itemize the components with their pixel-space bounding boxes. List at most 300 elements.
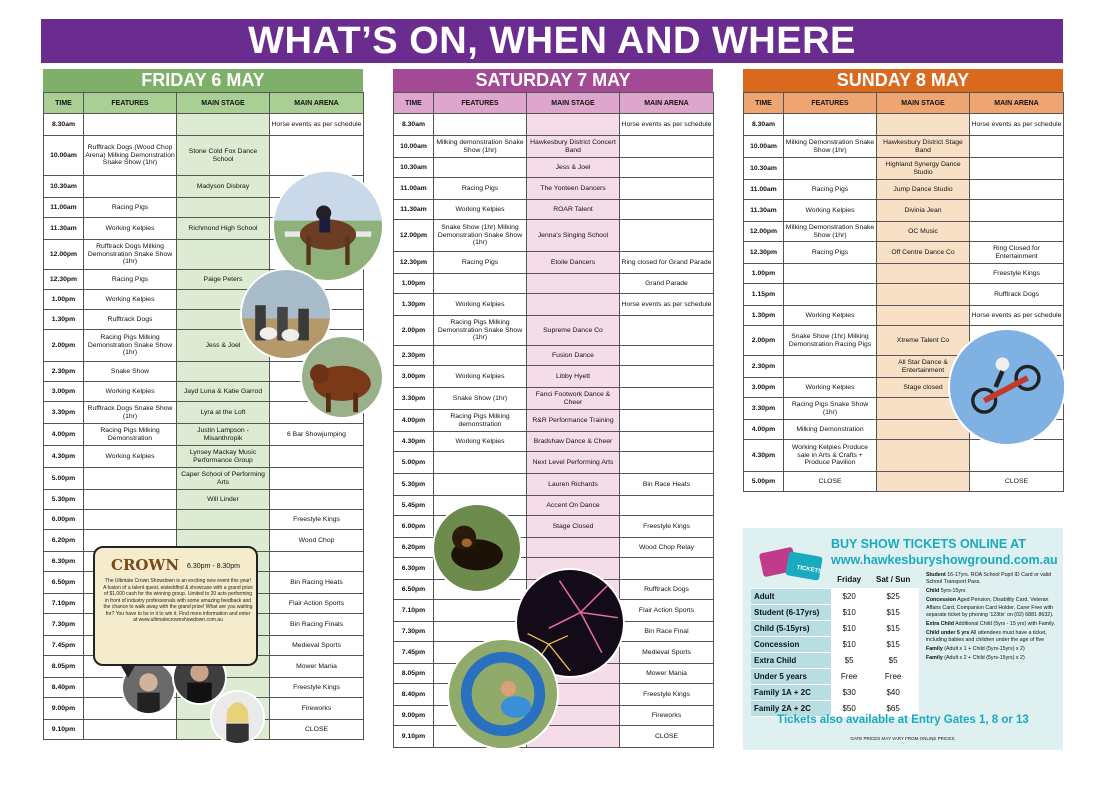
main-arena-cell <box>620 452 714 474</box>
price-row <box>751 684 919 700</box>
main-stage-cell: Hawkesbury District Concert Band <box>527 136 620 158</box>
main-arena-cell: Rufftrack Dogs <box>620 580 714 600</box>
price-weekend: $25 <box>867 588 919 604</box>
price-label: Family 1A + 2C <box>751 684 831 700</box>
features-cell <box>784 284 877 306</box>
features-cell: Working Kelpies <box>434 294 527 316</box>
time-cell: 7.30pm <box>394 622 434 642</box>
time-cell: 11.00am <box>44 198 84 218</box>
main-arena-cell <box>970 180 1064 200</box>
schedule-row <box>394 274 714 294</box>
main-arena-cell: Freestyle Kings <box>270 678 364 698</box>
main-stage-cell <box>177 510 270 530</box>
ticket-note-label: Student <box>926 572 946 578</box>
main-stage-cell: Fanci Footwork Dance & Cheer <box>527 388 620 410</box>
schedule-row <box>44 510 364 530</box>
time-cell: 10.30am <box>394 158 434 178</box>
main-arena-cell <box>620 158 714 178</box>
time-cell: 10.30am <box>744 158 784 180</box>
features-cell: Working Kelpies <box>434 432 527 452</box>
crown-showdown-times: 6.30pm - 8.30pm <box>187 563 240 570</box>
main-arena-cell: Bin Race Heats <box>620 474 714 496</box>
main-stage-cell: Bradshaw Dance & Cheer <box>527 432 620 452</box>
time-cell: 4.00pm <box>744 420 784 440</box>
price-row <box>751 588 919 604</box>
features-cell: Racing Pigs <box>434 252 527 274</box>
price-col-friday: Friday <box>831 572 867 588</box>
main-stage-cell: Richmond High School <box>177 218 270 240</box>
features-cell <box>84 114 177 136</box>
schedule-row <box>44 720 364 740</box>
callout-tail <box>120 664 136 678</box>
time-cell: 3.00pm <box>44 382 84 402</box>
gate-price-note: GATE PRICES MAY VARY FROM ONLINE PRICES. <box>850 736 956 741</box>
features-cell: Working Kelpies <box>784 378 877 398</box>
features-cell: Racing Pigs <box>434 178 527 200</box>
features-cell: Racing Pigs <box>784 242 877 264</box>
main-stage-cell: Lyra at the Loft <box>177 402 270 424</box>
main-arena-cell <box>970 136 1064 158</box>
main-stage-cell <box>177 362 270 382</box>
features-cell <box>84 468 177 490</box>
features-cell: Working Kelpies <box>84 290 177 310</box>
price-row <box>751 652 919 668</box>
features-cell: Working Kelpies <box>84 382 177 402</box>
schedule-row <box>394 346 714 366</box>
features-cell: Rufftrack Dogs <box>84 310 177 330</box>
main-arena-cell <box>970 222 1064 242</box>
features-cell: Milking Demonstration Snake Show (1hr) <box>784 222 877 242</box>
main-stage-cell: Libby Hyett <box>527 366 620 388</box>
features-cell <box>84 176 177 198</box>
time-cell: 6.50pm <box>394 580 434 600</box>
price-weekend: $65 <box>867 700 919 716</box>
main-arena-cell: CLOSE <box>270 720 364 740</box>
schedule-row <box>744 200 1064 222</box>
ticket-note <box>926 572 1058 586</box>
main-arena-cell: Ring closed for Grand Parade <box>620 252 714 274</box>
main-arena-cell <box>620 136 714 158</box>
time-cell: 10.00am <box>394 136 434 158</box>
main-stage-cell: Stage closed <box>877 378 970 398</box>
main-stage-cell: Highland Synergy Dance Studio <box>877 158 970 180</box>
ticket-note <box>926 655 1058 662</box>
time-cell: 11.30am <box>744 200 784 222</box>
time-cell: 6.20pm <box>394 538 434 558</box>
schedule-row <box>394 452 714 474</box>
price-label: Family 2A + 2C <box>751 700 831 716</box>
time-cell: 11.30am <box>44 218 84 240</box>
main-arena-cell <box>270 552 364 572</box>
time-cell: 10.30am <box>44 176 84 198</box>
time-cell: 11.00am <box>394 178 434 200</box>
features-cell <box>434 158 527 178</box>
main-arena-cell: 6 Bar Showjumping <box>270 424 364 446</box>
features-cell: Racing Pigs Milking demonstration <box>434 410 527 432</box>
main-arena-cell: CLOSE <box>970 472 1064 492</box>
features-cell: Snake Show (1hr) <box>434 388 527 410</box>
time-cell: 12.30pm <box>394 252 434 274</box>
schedule-row <box>394 316 714 346</box>
main-arena-cell <box>620 200 714 220</box>
price-label: Student (6-17yrs) <box>751 604 831 620</box>
main-arena-cell: Horse events as per schedule <box>970 114 1064 136</box>
features-cell: Rufftrack Dogs Milking Demonstration Snake Show (1hr) <box>84 240 177 270</box>
price-friday: $30 <box>831 684 867 700</box>
schedule-row <box>744 136 1064 158</box>
main-stage-cell: Will Linder <box>177 490 270 510</box>
time-cell: 5.00pm <box>394 452 434 474</box>
schedule-row <box>44 490 364 510</box>
main-stage-cell <box>877 306 970 326</box>
schedule-row <box>44 424 364 446</box>
main-arena-cell: Wood Chop Relay <box>620 538 714 558</box>
main-stage-cell: Jess & Joel <box>527 158 620 178</box>
schedule-row <box>744 242 1064 264</box>
main-stage-cell: Fusion Dance <box>527 346 620 366</box>
time-cell: 1.15pm <box>744 284 784 306</box>
time-cell: 4.30pm <box>44 446 84 468</box>
main-arena-cell: Wood Chop <box>270 530 364 552</box>
schedule-row <box>744 284 1064 306</box>
schedule-row <box>394 410 714 432</box>
crown-showdown-callout <box>93 546 258 666</box>
schedule-row <box>744 264 1064 284</box>
features-cell: Rufftrack Dogs Snake Show (1hr) <box>84 402 177 424</box>
price-friday: $10 <box>831 604 867 620</box>
main-stage-cell: Caper School of Performing Arts <box>177 468 270 490</box>
time-cell: 8.40pm <box>44 678 84 698</box>
ticket-note-text: Aged Pension, Disability Card, Veteran Affairs Card, Companion Card Holder. Carer Free with separate ticket by phoning '123tix' on (02) 6881 8632). <box>926 597 1054 618</box>
main-stage-cell <box>527 114 620 136</box>
ticket-note <box>926 588 1058 595</box>
price-weekend: Free <box>867 668 919 684</box>
price-weekend: $15 <box>867 620 919 636</box>
features-cell: Milking Demonstration <box>784 420 877 440</box>
main-stage-cell <box>877 440 970 472</box>
schedule-row <box>394 294 714 316</box>
price-friday: Free <box>831 668 867 684</box>
schedule-row <box>394 726 714 748</box>
schedule-row <box>394 432 714 452</box>
features-cell: Racing Pigs Milking Demonstration Snake Show (1hr) <box>84 330 177 362</box>
time-cell: 2.00pm <box>744 326 784 356</box>
schedule-row <box>744 114 1064 136</box>
price-label: Concession <box>751 636 831 652</box>
col-time: TIME <box>394 93 434 114</box>
ticket-note <box>926 597 1058 618</box>
schedule-row <box>744 472 1064 492</box>
crown-showdown-logo: CROWN <box>111 556 180 574</box>
features-cell: Working Kelpies <box>784 200 877 222</box>
main-arena-cell: Horse events as per schedule <box>970 306 1064 326</box>
time-cell: 12.30pm <box>44 270 84 290</box>
main-stage-cell: Hawkesbury District Stage Band <box>877 136 970 158</box>
main-stage-cell: Next Level Performing Arts <box>527 452 620 474</box>
features-cell: Working Kelpies <box>434 200 527 220</box>
features-cell: Working Kelpies <box>84 218 177 240</box>
cattle-photo <box>300 335 384 419</box>
main-arena-cell <box>970 200 1064 222</box>
day-title: FRIDAY 6 MAY <box>43 69 363 92</box>
main-arena-cell: Grand Parade <box>620 274 714 294</box>
price-weekend: $5 <box>867 652 919 668</box>
col-features: FEATURES <box>434 93 527 114</box>
ticket-note-label: Family <box>926 655 943 662</box>
time-cell: 1.30pm <box>744 306 784 326</box>
ticket-notes <box>926 572 1058 665</box>
main-stage-cell <box>877 472 970 492</box>
main-stage-cell: Accent On Dance <box>527 496 620 516</box>
tickets-heading-line1: BUY SHOW TICKETS ONLINE AT <box>831 537 1026 551</box>
schedule-row <box>394 388 714 410</box>
main-arena-cell <box>620 388 714 410</box>
ticket-note <box>926 621 1058 628</box>
time-cell: 5.00pm <box>44 468 84 490</box>
ticket-note-label: Child <box>926 588 940 595</box>
time-cell: 3.30pm <box>44 402 84 424</box>
main-stage-cell: Jess & Joel <box>177 330 270 362</box>
schedule-row <box>394 136 714 158</box>
time-cell: 5.45pm <box>394 496 434 516</box>
price-friday: $10 <box>831 620 867 636</box>
time-cell: 9.00pm <box>394 706 434 726</box>
main-arena-cell: Horse events as per schedule <box>270 114 364 136</box>
features-cell <box>434 114 527 136</box>
ticket-note <box>926 630 1058 644</box>
main-stage-cell: Jayd Luna & Katie Garrod <box>177 382 270 402</box>
features-cell: Snake Show <box>84 362 177 382</box>
time-cell: 6.30pm <box>44 552 84 572</box>
features-cell: Racing Pigs <box>784 180 877 200</box>
features-cell: Racing Pigs <box>84 270 177 290</box>
price-label: Child (5-15yrs) <box>751 620 831 636</box>
motocross-photo <box>948 328 1066 446</box>
ticket-note-text: 5yrs-15yrs <box>939 588 966 595</box>
time-cell: 4.00pm <box>44 424 84 446</box>
day-title: SUNDAY 8 MAY <box>743 69 1063 92</box>
main-arena-cell: Fireworks <box>620 706 714 726</box>
schedule-row <box>744 158 1064 180</box>
time-cell: 8.05pm <box>394 664 434 684</box>
features-cell: Rufftrack Dogs (Wood Chop Arena) Milking Demonstration Snake Show (1hr) <box>84 136 177 176</box>
col-main-arena: MAIN ARENA <box>620 93 714 114</box>
main-arena-cell: Bin Race Final <box>620 622 714 642</box>
schedule-row <box>394 252 714 274</box>
features-cell: Snake Show (1hr) Milking Demonstration Racing Pigs <box>784 326 877 356</box>
schedule-row <box>394 496 714 516</box>
time-cell: 8.05pm <box>44 656 84 678</box>
main-stage-cell <box>177 198 270 218</box>
main-arena-cell: Horse events as per schedule <box>620 294 714 316</box>
price-row <box>751 604 919 620</box>
main-arena-cell <box>270 490 364 510</box>
main-stage-cell: Supreme Dance Co <box>527 316 620 346</box>
schedule-row <box>744 222 1064 242</box>
time-cell: 3.30pm <box>394 388 434 410</box>
schedule-row <box>394 158 714 178</box>
main-arena-cell <box>270 468 364 490</box>
main-stage-cell <box>527 538 620 558</box>
time-cell: 7.10pm <box>44 594 84 614</box>
features-cell: Racing Pigs Milking Demonstration Snake Show (1hr) <box>434 316 527 346</box>
main-arena-cell: Freestyle Kings <box>270 510 364 530</box>
main-arena-cell: Flair Action Sports <box>270 594 364 614</box>
time-cell: 1.00pm <box>744 264 784 284</box>
time-cell: 8.30am <box>744 114 784 136</box>
time-cell: 9.10pm <box>44 720 84 740</box>
main-stage-cell: Etoile Dancers <box>527 252 620 274</box>
day-title: SATURDAY 7 MAY <box>393 69 713 92</box>
main-arena-cell: Freestyle Kings <box>970 264 1064 284</box>
time-cell: 11.30am <box>394 200 434 220</box>
price-row <box>751 620 919 636</box>
main-arena-cell: Flair Action Sports <box>620 600 714 622</box>
main-arena-cell: Medieval Sports <box>620 642 714 664</box>
main-stage-cell: R&R Performance Training <box>527 410 620 432</box>
time-cell: 10.00am <box>744 136 784 158</box>
main-arena-cell <box>620 178 714 200</box>
ticket-note-label: Family <box>926 646 943 653</box>
features-cell <box>434 274 527 294</box>
main-stage-cell <box>527 274 620 294</box>
features-cell: Working Kelpies <box>434 366 527 388</box>
page-title: WHAT’S ON, WHEN AND WHERE <box>41 19 1063 63</box>
tickets-icon-word: TICKETS <box>796 564 823 576</box>
col-features: FEATURES <box>784 93 877 114</box>
features-cell <box>784 264 877 284</box>
time-cell: 11.00am <box>744 180 784 200</box>
main-arena-cell <box>620 316 714 346</box>
time-cell: 8.30am <box>394 114 434 136</box>
performer-photo-3 <box>210 690 265 745</box>
main-stage-cell <box>177 240 270 270</box>
main-arena-cell: Freestyle Kings <box>620 516 714 538</box>
main-stage-cell <box>877 114 970 136</box>
main-stage-cell: All Star Dance & Entertainment <box>877 356 970 378</box>
schedule-row <box>394 366 714 388</box>
time-cell: 2.00pm <box>394 316 434 346</box>
price-label: Under 5 years <box>751 668 831 684</box>
time-cell: 1.30pm <box>394 294 434 316</box>
time-cell: 5.30pm <box>394 474 434 496</box>
price-weekend: $15 <box>867 604 919 620</box>
main-stage-cell: Paige Peters <box>177 270 270 290</box>
time-cell: 8.40pm <box>394 684 434 706</box>
price-friday: $5 <box>831 652 867 668</box>
main-arena-cell <box>620 432 714 452</box>
schedule-row <box>744 180 1064 200</box>
price-col-weekend: Sat / Sun <box>867 572 919 588</box>
time-cell: 9.10pm <box>394 726 434 748</box>
price-weekend: $40 <box>867 684 919 700</box>
time-cell: 1.00pm <box>394 274 434 294</box>
time-cell: 12.00pm <box>394 220 434 252</box>
main-arena-cell <box>620 558 714 580</box>
main-arena-cell <box>620 366 714 388</box>
main-stage-cell: Jenna's Singing School <box>527 220 620 252</box>
main-stage-cell: Stone Cold Fox Dance School <box>177 136 270 176</box>
time-cell: 8.30am <box>44 114 84 136</box>
col-features: FEATURES <box>84 93 177 114</box>
main-arena-cell: Rufftrack Dogs <box>970 284 1064 306</box>
bin-racing-photo <box>447 638 559 750</box>
time-cell: 3.30pm <box>744 398 784 420</box>
time-cell: 12.00pm <box>744 222 784 242</box>
main-stage-cell <box>877 284 970 306</box>
main-stage-cell: OC Music <box>877 222 970 242</box>
schedule-row <box>394 114 714 136</box>
features-cell <box>434 600 527 622</box>
main-arena-cell: Mower Mania <box>270 656 364 678</box>
features-cell <box>84 720 177 740</box>
features-cell: Racing Pigs Milking Demonstration <box>84 424 177 446</box>
col-main-arena: MAIN ARENA <box>970 93 1064 114</box>
features-cell <box>784 158 877 180</box>
main-stage-cell: Divinia Jean <box>877 200 970 222</box>
features-cell <box>434 474 527 496</box>
col-main-stage: MAIN STAGE <box>877 93 970 114</box>
features-cell: Working Kelpies <box>84 446 177 468</box>
main-stage-cell: Off Centre Dance Co <box>877 242 970 264</box>
main-arena-cell <box>620 410 714 432</box>
main-arena-cell: CLOSE <box>620 726 714 748</box>
main-arena-cell <box>970 158 1064 180</box>
main-arena-cell <box>620 220 714 252</box>
main-arena-cell: Mower Mania <box>620 664 714 684</box>
features-cell <box>434 452 527 474</box>
features-cell <box>434 346 527 366</box>
time-cell: 1.00pm <box>44 290 84 310</box>
price-row <box>751 636 919 652</box>
schedule-row <box>394 220 714 252</box>
features-cell: Racing Pigs <box>84 198 177 218</box>
features-cell <box>784 114 877 136</box>
entry-gates-note: Tickets also available at Entry Gates 1, 8 or 13 <box>777 714 1029 726</box>
price-friday: $10 <box>831 636 867 652</box>
features-cell: Racing Pigs Snake Show (1hr) <box>784 398 877 420</box>
time-cell: 7.45pm <box>44 636 84 656</box>
main-arena-cell: Fireworks <box>270 698 364 720</box>
col-main-stage: MAIN STAGE <box>527 93 620 114</box>
main-arena-cell <box>270 136 364 176</box>
schedule-row <box>44 468 364 490</box>
time-cell: 6.20pm <box>44 530 84 552</box>
ticket-note-label: Child under 5 yrs <box>926 629 970 636</box>
price-friday: $20 <box>831 588 867 604</box>
main-stage-cell: Madyson Disbray <box>177 176 270 198</box>
features-cell: CLOSE <box>784 472 877 492</box>
main-stage-cell: Jump Dance Studio <box>877 180 970 200</box>
time-cell: 10.00am <box>44 136 84 176</box>
features-cell: Working Kelpies <box>784 306 877 326</box>
main-stage-cell: Lynsey Mackay Music Performance Group <box>177 446 270 468</box>
features-cell: Working Kelpies Produce sale in Arts & Crafts + Produce Pavilion <box>784 440 877 472</box>
time-cell: 4.30pm <box>394 432 434 452</box>
time-cell: 7.30pm <box>44 614 84 636</box>
tickets-website-link[interactable]: www.hawkesburyshowground.com.au <box>831 553 1058 568</box>
features-cell: Milking Demonstration Snake Show (1hr) <box>784 136 877 158</box>
features-cell <box>784 356 877 378</box>
price-label: Extra Child <box>751 652 831 668</box>
main-arena-cell: Medieval Sports <box>270 636 364 656</box>
main-stage-cell: Justin Lampson - Misanthropik <box>177 424 270 446</box>
price-row <box>751 668 919 684</box>
time-cell: 2.30pm <box>44 362 84 382</box>
ticket-note <box>926 646 1058 653</box>
time-cell: 2.30pm <box>744 356 784 378</box>
main-stage-cell: The Yonteen Dancers <box>527 178 620 200</box>
